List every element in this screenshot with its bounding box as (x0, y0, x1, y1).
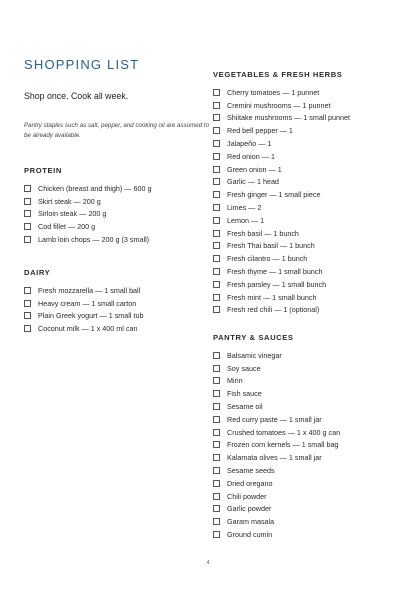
item-label: Garam masala (227, 517, 275, 527)
list-item (213, 176, 350, 189)
checkbox-icon[interactable] (213, 531, 220, 538)
checkbox-icon[interactable] (24, 312, 31, 319)
item-label: Fresh cilantro — 1 bunch (227, 254, 308, 264)
item-label: Red curry paste — 1 small jar (227, 414, 322, 424)
item-label: Red onion — 1 (227, 151, 275, 161)
checkbox-icon[interactable] (213, 153, 220, 160)
checkbox-icon[interactable] (213, 217, 220, 224)
list-item (213, 278, 350, 291)
item-label: Fresh Thai basil — 1 bunch (227, 241, 315, 251)
list-item (213, 240, 350, 253)
item-label: Sesame seeds (227, 466, 275, 476)
list-item (213, 201, 350, 214)
section-heading: VEGETABLES & FRESH HERBS (213, 70, 343, 79)
section-dairy (24, 268, 143, 335)
list-item (213, 464, 340, 477)
list-item (213, 163, 350, 176)
checkbox-icon[interactable] (213, 191, 220, 198)
page-title: SHOPPING LIST (24, 57, 140, 72)
item-label: Ground cumin (227, 530, 273, 540)
item-label: Fresh mint — 1 small bunch (227, 292, 317, 302)
checkbox-icon[interactable] (213, 102, 220, 109)
item-label: Sesame oil (227, 402, 263, 412)
checkbox-icon[interactable] (24, 223, 31, 230)
checkbox-icon[interactable] (213, 441, 220, 448)
list-item (213, 490, 340, 503)
checkbox-icon[interactable] (213, 429, 220, 436)
item-label: Fresh basil — 1 bunch (227, 228, 299, 238)
checkbox-icon[interactable] (213, 306, 220, 313)
item-label: Dried oregano (227, 478, 273, 488)
checkbox-icon[interactable] (213, 268, 220, 275)
checkbox-icon[interactable] (213, 178, 220, 185)
item-label: Chili powder (227, 491, 267, 501)
checkbox-icon[interactable] (213, 255, 220, 262)
item-label: Kalamata olives — 1 small jar (227, 453, 322, 463)
item-label: Skirt steak — 200 g (38, 196, 101, 206)
list-item (213, 86, 350, 99)
list-item (213, 349, 340, 362)
checklist (24, 284, 143, 335)
item-label: Fresh parsley — 1 small bunch (227, 279, 327, 289)
item-label: Cremini mushrooms — 1 punnet (227, 100, 331, 110)
list-item (213, 503, 340, 516)
list-item (213, 304, 350, 317)
list-item (213, 528, 340, 541)
checkbox-icon[interactable] (24, 300, 31, 307)
checklist (24, 182, 151, 246)
section-heading: PROTEIN (24, 166, 62, 175)
list-item (213, 451, 340, 464)
checkbox-icon[interactable] (213, 377, 220, 384)
list-item (24, 322, 143, 335)
item-label: Shiitake mushrooms — 1 small punnet (227, 113, 351, 123)
checkbox-icon[interactable] (213, 114, 220, 121)
checkbox-icon[interactable] (213, 467, 220, 474)
checkbox-icon[interactable] (24, 210, 31, 217)
checkbox-icon[interactable] (213, 281, 220, 288)
item-label: Cherry tomatoes — 1 punnet (227, 87, 320, 97)
checkbox-icon[interactable] (213, 230, 220, 237)
item-label: Frozen corn kernels — 1 small bag (227, 440, 339, 450)
list-item (24, 182, 151, 195)
list-item (213, 477, 340, 490)
list-item (213, 99, 350, 112)
item-label: Mirin (227, 376, 243, 386)
tagline: Shop once. Cook all week. (24, 91, 129, 101)
item-label: Lemon — 1 (227, 215, 265, 225)
checkbox-icon[interactable] (213, 352, 220, 359)
item-label: Fresh mozzarella — 1 small ball (38, 285, 141, 295)
checkbox-icon[interactable] (24, 236, 31, 243)
list-item (24, 284, 143, 297)
list-item (213, 515, 340, 528)
list-item (213, 150, 350, 163)
checkbox-icon[interactable] (213, 140, 220, 147)
list-item (24, 195, 151, 208)
list-item (24, 310, 143, 323)
checkbox-icon[interactable] (24, 185, 31, 192)
item-label: Fish sauce (227, 389, 262, 399)
checkbox-icon[interactable] (213, 294, 220, 301)
item-label: Cod fillet — 200 g (38, 222, 96, 232)
section-protein (24, 166, 151, 246)
checkbox-icon[interactable] (213, 505, 220, 512)
list-item (213, 413, 340, 426)
item-label: Jalapeño — 1 (227, 139, 272, 149)
checkbox-icon[interactable] (213, 390, 220, 397)
list-item (213, 400, 340, 413)
checkbox-icon[interactable] (213, 416, 220, 423)
checklist (213, 86, 350, 316)
list-item (213, 188, 350, 201)
list-item (213, 265, 350, 278)
checkbox-icon[interactable] (24, 287, 31, 294)
section-vegetables-herbs (213, 70, 350, 316)
list-item (24, 233, 151, 246)
list-item (213, 362, 340, 375)
item-label: Limes — 2 (227, 203, 262, 213)
list-item (213, 439, 340, 452)
checkbox-icon[interactable] (213, 204, 220, 211)
item-label: Lamb loin chops — 200 g (3 small) (38, 235, 150, 245)
checkbox-icon[interactable] (213, 403, 220, 410)
item-label: Garlic powder (227, 504, 272, 514)
page-number: 4 (206, 560, 210, 566)
checkbox-icon[interactable] (213, 166, 220, 173)
list-item (24, 297, 143, 310)
item-label: Sirloin steak — 200 g (38, 209, 107, 219)
item-label: Garlic — 1 head (227, 177, 279, 187)
item-label: Coconut milk — 1 x 400 ml can (38, 324, 138, 334)
checkbox-icon[interactable] (213, 493, 220, 500)
section-heading: DAIRY (24, 268, 51, 277)
list-item (24, 208, 151, 221)
list-item (213, 112, 350, 125)
checkbox-icon[interactable] (213, 454, 220, 461)
checkbox-icon[interactable] (213, 480, 220, 487)
item-label: Chicken (breast and thigh) — 600 g (38, 183, 152, 193)
checkbox-icon[interactable] (213, 518, 220, 525)
checkbox-icon[interactable] (213, 242, 220, 249)
list-item (213, 252, 350, 265)
list-item (213, 426, 340, 439)
list-item (213, 137, 350, 150)
item-label: Fresh ginger — 1 small piece (227, 190, 321, 200)
list-item (213, 227, 350, 240)
section-pantry-sauces (213, 333, 340, 541)
list-item (213, 375, 340, 388)
item-label: Soy sauce (227, 363, 261, 373)
checkbox-icon[interactable] (213, 127, 220, 134)
list-item (213, 387, 340, 400)
item-label: Heavy cream — 1 small carton (38, 298, 137, 308)
list-item (213, 124, 350, 137)
item-label: Plain Greek yogurt — 1 small tub (38, 311, 144, 321)
checklist (213, 349, 340, 541)
item-label: Crushed tomatoes — 1 x 400 g can (227, 427, 341, 437)
item-label: Fresh thyme — 1 small bunch (227, 267, 323, 277)
checkbox-icon[interactable] (213, 89, 220, 96)
checkbox-icon[interactable] (24, 325, 31, 332)
checkbox-icon[interactable] (213, 365, 220, 372)
section-heading: PANTRY & SAUCES (213, 333, 294, 342)
pantry-note: Pantry staples such as salt, pepper, and cooking oil are assumed to be already available. (24, 122, 210, 139)
item-label: Green onion — 1 (227, 164, 282, 174)
item-label: Fresh red chili — 1 (optional) (227, 305, 320, 315)
item-label: Balsamic vinegar (227, 350, 282, 360)
list-item (213, 214, 350, 227)
checkbox-icon[interactable] (24, 198, 31, 205)
list-item (24, 220, 151, 233)
item-label: Red bell pepper — 1 (227, 126, 293, 136)
list-item (213, 291, 350, 304)
